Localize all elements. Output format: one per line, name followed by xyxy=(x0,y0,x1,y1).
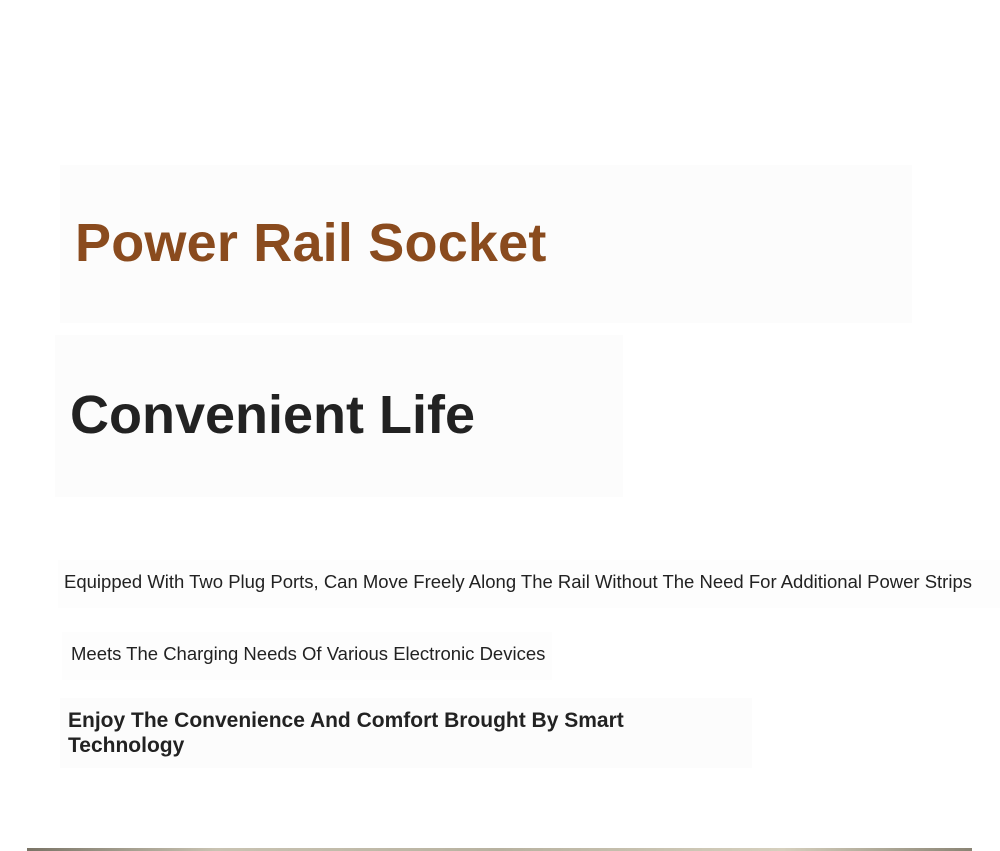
feature-text-ports: Equipped With Two Plug Ports, Can Move Freely Along The Rail Without The Need For Additional Power Strips xyxy=(64,571,972,592)
page-title: Power Rail Socket xyxy=(75,213,547,273)
feature-text-charging: Meets The Charging Needs Of Various Electronic Devices xyxy=(71,643,546,664)
tagline-text: Enjoy The Convenience And Comfort Brought By Smart Technology xyxy=(68,709,624,757)
page-subtitle: Convenient Life xyxy=(70,385,476,445)
